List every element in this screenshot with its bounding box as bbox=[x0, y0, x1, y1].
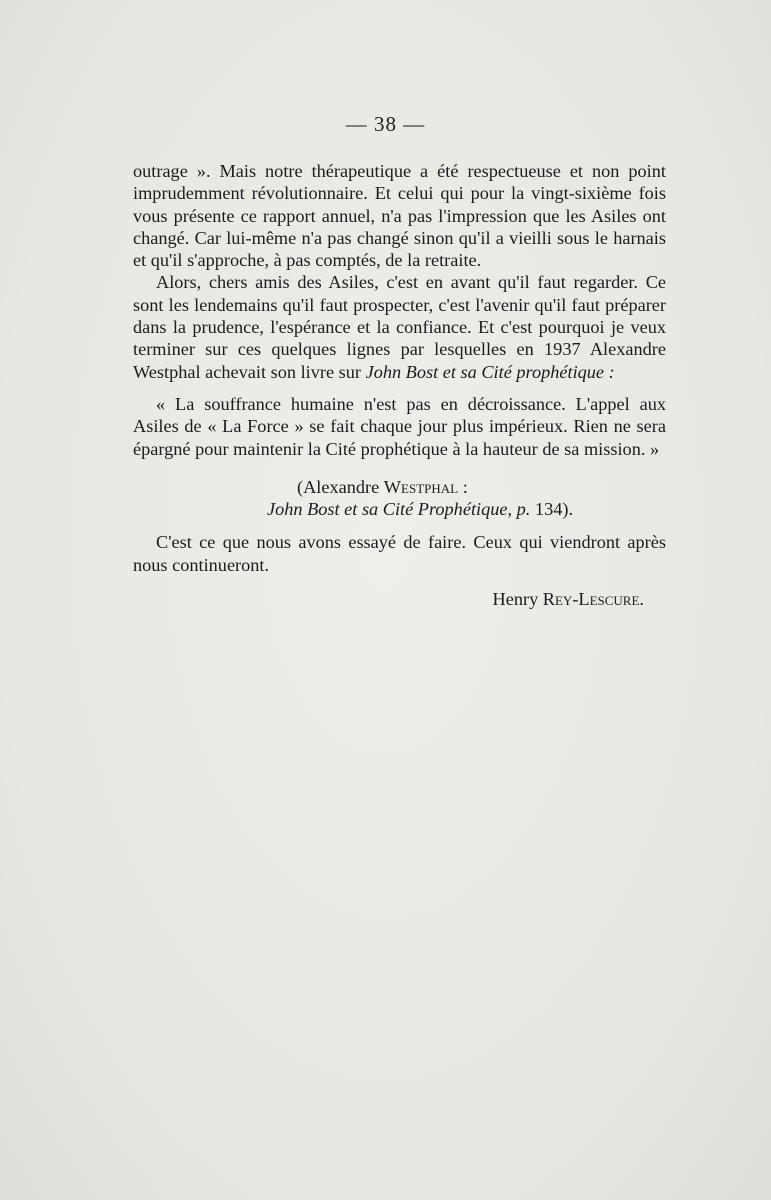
citation-author: Westphal bbox=[383, 476, 459, 497]
signature bbox=[133, 588, 666, 610]
citation-page: 134). bbox=[530, 499, 574, 520]
book-title: John Bost et sa Cité prophétique : bbox=[365, 361, 615, 382]
citation-author-line bbox=[133, 476, 666, 498]
citation-book-line bbox=[133, 498, 666, 520]
block-quote: « La souffrance humaine n'est pas en décroissance. L'appel aux Asiles de « La Force » se fait chaque jour plus impérieux. Rien ne sera épargné pour maintenir la Cité prophétique à la hauteur de sa mission. » bbox=[133, 393, 666, 459]
paragraph: outrage ». Mais notre thérapeutique a été respectueuse et non point imprudemment révolutionnaire. Et celui qui pour la vingt-sixième fois vous présente ce rapport annuel, n'a pas l'impression que les Asiles ont changé. Car lui-même n'a pas changé sinon qu'il a vieilli sous le harnais et qu'il s'approche, à pas comptés, de la retraite. bbox=[133, 161, 666, 271]
paragraph-text: Alors, chers amis des Asiles, c'est en avant qu'il faut regarder. Ce sont les lendemains qu'il faut prospecter, c'est l'avenir qu'il faut préparer dans la prudence, l'espérance et la confiance. Et c'est pourquoi je veux terminer sur ces quelques lignes par lesquelles en 1937 Alexandre Westphal achevait son livre sur bbox=[133, 272, 666, 382]
page-number: — 38 — bbox=[345, 112, 426, 136]
citation bbox=[133, 476, 666, 521]
citation-colon: : bbox=[458, 476, 468, 497]
citation-book: John Bost et sa Cité Prophétique, p. bbox=[267, 499, 531, 520]
body-text bbox=[133, 160, 666, 610]
signature-surname: Rey-Lescure. bbox=[542, 589, 644, 610]
signature-first-name: Henry bbox=[492, 589, 543, 610]
citation-open: (Alexandre bbox=[297, 476, 384, 497]
closing-paragraph: C'est ce que nous avons essayé de faire. Ceux qui viendront après nous continueront. bbox=[133, 532, 666, 575]
paragraph bbox=[133, 271, 666, 382]
